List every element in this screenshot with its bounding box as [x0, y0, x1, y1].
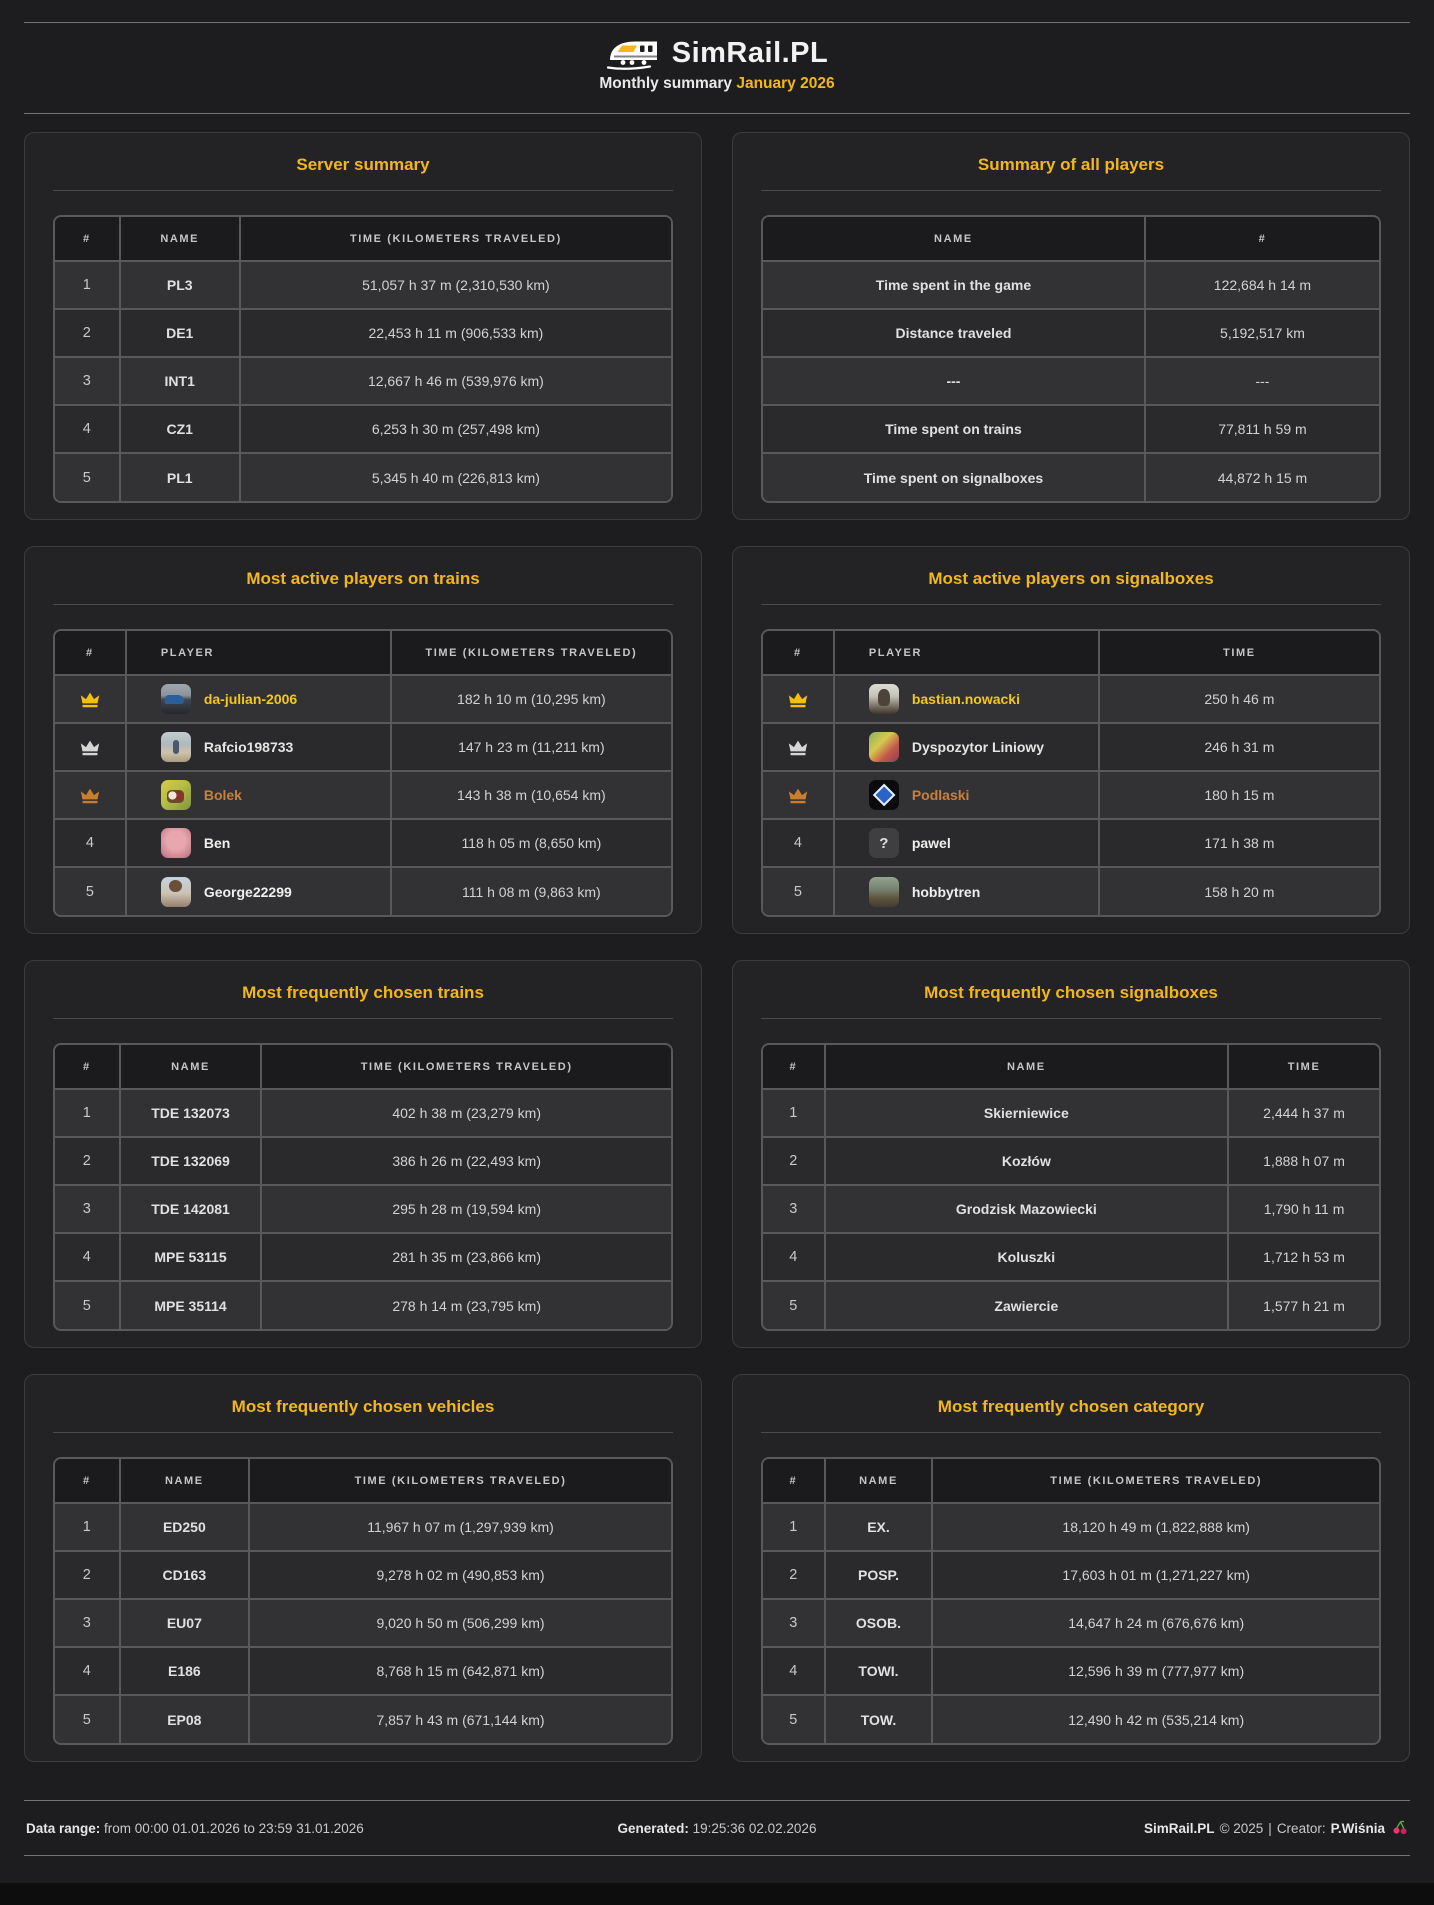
bronze-crown-icon	[79, 786, 101, 805]
column-header-time: TIME	[1228, 1045, 1379, 1089]
train-icon	[606, 35, 660, 71]
table-header-row	[55, 631, 671, 675]
table-row	[763, 1089, 1379, 1137]
column-header-time: TIME (KILOMETERS TRAVELED)	[391, 631, 671, 675]
copyright	[1144, 1820, 1408, 1836]
rank-cell	[55, 723, 126, 771]
time-cell: 6,253 h 30 m (257,498 km)	[240, 405, 671, 453]
data-range-label: Data range:	[26, 1820, 101, 1836]
beach-person-avatar	[161, 732, 191, 762]
table-row	[55, 1551, 671, 1599]
table-row	[763, 771, 1379, 819]
column-header-rank: #	[55, 1045, 120, 1089]
chosen-vehicles-table	[53, 1457, 673, 1745]
column-header-time: TIME (KILOMETERS TRAVELED)	[249, 1459, 671, 1503]
column-header-time: TIME (KILOMETERS TRAVELED)	[240, 217, 671, 261]
panel-active-trains	[24, 546, 702, 934]
time-cell: 1,888 h 07 m	[1228, 1137, 1379, 1185]
panel-title: Server summary	[296, 155, 430, 174]
table-row	[55, 453, 671, 501]
player-cell	[834, 723, 1099, 771]
table-row	[763, 1599, 1379, 1647]
copyright-year: © 2025	[1219, 1820, 1264, 1836]
name-cell: PL3	[120, 261, 240, 309]
time-cell: 281 h 35 m (23,866 km)	[261, 1233, 671, 1281]
time-cell: 147 h 23 m (11,211 km)	[391, 723, 671, 771]
brand-name: SimRail.PL	[1144, 1820, 1215, 1836]
time-cell: 118 h 05 m (8,650 km)	[391, 819, 671, 867]
cherries-icon	[1392, 1820, 1408, 1836]
panel-chosen-signalboxes	[732, 960, 1410, 1348]
column-header-name: NAME	[120, 1459, 249, 1503]
stat-value-cell: 5,192,517 km	[1145, 309, 1379, 357]
player-name: bastian.nowacki	[911, 691, 1020, 707]
name-cell: POSP.	[825, 1551, 933, 1599]
blue-diamond-logo-avatar	[869, 780, 899, 810]
train-photo-avatar	[161, 684, 191, 714]
rank-cell: 2	[55, 1137, 120, 1185]
title-divider	[761, 190, 1381, 191]
stat-name-cell: Distance traveled	[763, 309, 1145, 357]
panel-server-summary	[24, 132, 702, 520]
stat-value-cell: ---	[1145, 357, 1379, 405]
table-row	[763, 357, 1379, 405]
column-header-rank: #	[55, 1459, 120, 1503]
name-cell: Zawiercie	[825, 1281, 1229, 1329]
time-cell: 17,603 h 01 m (1,271,227 km)	[932, 1551, 1379, 1599]
rank-cell: 5	[55, 1281, 120, 1329]
rank-cell	[55, 675, 126, 723]
time-cell: 1,577 h 21 m	[1228, 1281, 1379, 1329]
table-header-row	[55, 1459, 671, 1503]
time-cell: 250 h 46 m	[1099, 675, 1379, 723]
title-divider	[761, 1018, 1381, 1019]
table-row	[55, 819, 671, 867]
player-cell	[126, 867, 391, 915]
rank-cell: 3	[763, 1185, 825, 1233]
time-cell: 7,857 h 43 m (671,144 km)	[249, 1695, 671, 1743]
panel-title: Most frequently chosen category	[937, 1397, 1205, 1416]
name-cell: CD163	[120, 1551, 249, 1599]
title-divider	[761, 604, 1381, 605]
time-cell: 143 h 38 m (10,654 km)	[391, 771, 671, 819]
rank-cell: 3	[55, 1185, 120, 1233]
name-cell: EP08	[120, 1695, 249, 1743]
rank-cell: 1	[763, 1503, 825, 1551]
time-cell: 2,444 h 37 m	[1228, 1089, 1379, 1137]
time-cell: 5,345 h 40 m (226,813 km)	[240, 453, 671, 501]
name-cell: TOWI.	[825, 1647, 933, 1695]
column-header-time: TIME (KILOMETERS TRAVELED)	[932, 1459, 1379, 1503]
bronze-crown-icon	[787, 786, 809, 805]
rank-cell: 4	[55, 1647, 120, 1695]
player-name: Bolek	[203, 787, 242, 803]
column-header-name: NAME	[120, 1045, 262, 1089]
rank-cell	[763, 771, 834, 819]
table-row	[55, 1233, 671, 1281]
generated-label: Generated:	[617, 1820, 689, 1836]
player-cell	[126, 771, 391, 819]
table-row	[55, 675, 671, 723]
time-cell: 14,647 h 24 m (676,676 km)	[932, 1599, 1379, 1647]
column-header-time: TIME (KILOMETERS TRAVELED)	[261, 1045, 671, 1089]
rank-cell: 1	[55, 1503, 120, 1551]
name-cell: TDE 132069	[120, 1137, 262, 1185]
server-summary-table	[53, 215, 673, 503]
column-header-name: NAME	[120, 217, 240, 261]
time-cell: 12,667 h 46 m (539,976 km)	[240, 357, 671, 405]
rank-cell: 2	[763, 1137, 825, 1185]
table-row	[55, 1185, 671, 1233]
time-cell: 9,020 h 50 m (506,299 km)	[249, 1599, 671, 1647]
silver-crown-icon	[79, 738, 101, 757]
name-cell: Skierniewice	[825, 1089, 1229, 1137]
rank-cell: 1	[763, 1089, 825, 1137]
time-cell: 12,596 h 39 m (777,977 km)	[932, 1647, 1379, 1695]
stat-name-cell: Time spent on signalboxes	[763, 453, 1145, 501]
active-signalboxes-table	[761, 629, 1381, 917]
name-cell: CZ1	[120, 405, 240, 453]
panel-title: Most active players on signalboxes	[928, 569, 1214, 588]
rank-cell: 4	[763, 1233, 825, 1281]
table-row	[55, 309, 671, 357]
chosen-category-table	[761, 1457, 1381, 1745]
name-cell: E186	[120, 1647, 249, 1695]
name-cell: Koluszki	[825, 1233, 1229, 1281]
data-range	[26, 1821, 364, 1836]
time-cell: 158 h 20 m	[1099, 867, 1379, 915]
rank-cell: 4	[763, 819, 834, 867]
player-cell	[834, 771, 1099, 819]
time-cell: 11,967 h 07 m (1,297,939 km)	[249, 1503, 671, 1551]
time-cell: 246 h 31 m	[1099, 723, 1379, 771]
title-divider	[53, 1018, 673, 1019]
panel-players-summary	[732, 132, 1410, 520]
stat-name-cell: Time spent on trains	[763, 405, 1145, 453]
player-name: pawel	[911, 835, 951, 851]
time-cell: 180 h 15 m	[1099, 771, 1379, 819]
table-row	[763, 675, 1379, 723]
chosen-signalboxes-table	[761, 1043, 1381, 1331]
name-cell: Kozłów	[825, 1137, 1229, 1185]
rank-cell: 4	[763, 1647, 825, 1695]
panel-title: Most frequently chosen signalboxes	[924, 983, 1218, 1002]
rank-cell: 4	[55, 1233, 120, 1281]
panel-title: Most active players on trains	[246, 569, 480, 588]
time-cell: 171 h 38 m	[1099, 819, 1379, 867]
rank-cell: 1	[55, 261, 120, 309]
time-cell: 18,120 h 49 m (1,822,888 km)	[932, 1503, 1379, 1551]
player-cell	[126, 675, 391, 723]
table-row	[763, 1503, 1379, 1551]
rank-cell: 5	[763, 867, 834, 915]
cartoon-avatar	[161, 780, 191, 810]
rank-cell: 2	[55, 1551, 120, 1599]
table-row	[55, 1281, 671, 1329]
table-row	[55, 405, 671, 453]
column-header-rank: #	[763, 631, 834, 675]
rank-cell	[763, 723, 834, 771]
rank-cell: 2	[55, 309, 120, 357]
table-row	[763, 1281, 1379, 1329]
stat-value-cell: 122,684 h 14 m	[1145, 261, 1379, 309]
player-cell	[834, 867, 1099, 915]
siamese-cat-avatar	[161, 877, 191, 907]
time-cell: 12,490 h 42 m (535,214 km)	[932, 1695, 1379, 1743]
table-row	[763, 261, 1379, 309]
rank-cell: 5	[55, 453, 120, 501]
stat-name-cell: ---	[763, 357, 1145, 405]
panel-chosen-category	[732, 1374, 1410, 1762]
app-title: SimRail.PL	[671, 36, 829, 69]
time-cell: 295 h 28 m (19,594 km)	[261, 1185, 671, 1233]
rank-cell: 1	[55, 1089, 120, 1137]
creator-name: P.Wiśnia	[1330, 1820, 1385, 1836]
player-name: George22299	[203, 883, 292, 900]
player-cell	[834, 675, 1099, 723]
table-row	[55, 1089, 671, 1137]
gold-crown-icon	[79, 690, 101, 709]
generated-value: 19:25:36 02.02.2026	[692, 1820, 817, 1836]
time-cell: 1,712 h 53 m	[1228, 1233, 1379, 1281]
table-row	[55, 1695, 671, 1743]
rank-cell: 3	[763, 1599, 825, 1647]
panel-title: Most frequently chosen trains	[242, 983, 484, 1002]
panel-active-signalboxes	[732, 546, 1410, 934]
rank-cell: 3	[55, 1599, 120, 1647]
bottom-strip	[0, 1883, 1434, 1905]
creator-label: Creator:	[1276, 1820, 1326, 1836]
name-cell: TDE 142081	[120, 1185, 262, 1233]
panel-chosen-trains	[24, 960, 702, 1348]
column-header-rank: #	[55, 217, 120, 261]
time-cell: 1,790 h 11 m	[1228, 1185, 1379, 1233]
time-cell: 182 h 10 m (10,295 km)	[391, 675, 671, 723]
stat-value-cell: 44,872 h 15 m	[1145, 453, 1379, 501]
time-cell: 278 h 14 m (23,795 km)	[261, 1281, 671, 1329]
table-row	[763, 819, 1379, 867]
name-cell: OSOB.	[825, 1599, 933, 1647]
subtitle-period: January 2026	[736, 75, 835, 92]
name-cell: PL1	[120, 453, 240, 501]
column-header-name: NAME	[825, 1459, 933, 1503]
rank-cell: 5	[763, 1281, 825, 1329]
table-header-row	[55, 1045, 671, 1089]
players-summary-table	[761, 215, 1381, 503]
table-header-row	[55, 217, 671, 261]
silver-crown-icon	[787, 738, 809, 757]
stat-value-cell: 77,811 h 59 m	[1145, 405, 1379, 453]
table-row	[763, 723, 1379, 771]
title-divider	[761, 1432, 1381, 1433]
title-divider	[53, 190, 673, 191]
column-header-name: NAME	[763, 217, 1145, 261]
table-row	[763, 1551, 1379, 1599]
name-cell: MPE 53115	[120, 1233, 262, 1281]
player-cell	[126, 723, 391, 771]
rank-cell: 2	[763, 1551, 825, 1599]
table-row	[55, 723, 671, 771]
table-row	[55, 1647, 671, 1695]
rank-cell: 5	[763, 1695, 825, 1743]
rank-cell: 3	[55, 357, 120, 405]
panels-grid	[24, 132, 1410, 1762]
table-row	[763, 453, 1379, 501]
question-mark-avatar	[869, 828, 899, 858]
table-row	[55, 357, 671, 405]
time-cell: 386 h 26 m (22,493 km)	[261, 1137, 671, 1185]
panel-title: Most frequently chosen vehicles	[231, 1397, 495, 1416]
title-divider	[53, 1432, 673, 1433]
column-header-rank: #	[55, 631, 126, 675]
table-row	[55, 867, 671, 915]
rank-cell: 4	[55, 405, 120, 453]
rank-cell	[763, 675, 834, 723]
table-row	[763, 867, 1379, 915]
footer	[24, 1800, 1410, 1856]
separator: |	[1268, 1820, 1272, 1836]
time-cell: 22,453 h 11 m (906,533 km)	[240, 309, 671, 357]
name-cell: MPE 35114	[120, 1281, 262, 1329]
title-divider	[53, 604, 673, 605]
table-row	[55, 1137, 671, 1185]
table-row	[55, 1599, 671, 1647]
player-name: Rafcio198733	[203, 739, 294, 755]
column-header-player: PLAYER	[834, 631, 1099, 675]
rank-cell: 4	[55, 819, 126, 867]
player-cell	[834, 819, 1099, 867]
name-cell: ED250	[120, 1503, 249, 1551]
time-cell: 111 h 08 m (9,863 km)	[391, 867, 671, 915]
landscape-avatar	[869, 877, 899, 907]
panel-chosen-vehicles	[24, 1374, 702, 1762]
table-row	[763, 1137, 1379, 1185]
player-name: da-julian-2006	[203, 691, 298, 707]
table-row	[763, 1233, 1379, 1281]
column-header-value: #	[1145, 217, 1379, 261]
player-name: Dyspozytor Liniowy	[911, 739, 1045, 755]
column-header-rank: #	[763, 1459, 825, 1503]
name-cell: DE1	[120, 309, 240, 357]
generated-at	[618, 1821, 817, 1836]
table-header-row	[763, 1459, 1379, 1503]
gold-crown-icon	[787, 690, 809, 709]
colorful-art-avatar	[869, 732, 899, 762]
chosen-trains-table	[53, 1043, 673, 1331]
table-row	[55, 261, 671, 309]
name-cell: EU07	[120, 1599, 249, 1647]
table-row	[763, 1647, 1379, 1695]
active-trains-table	[53, 629, 673, 917]
table-row	[763, 1695, 1379, 1743]
table-row	[55, 771, 671, 819]
table-row	[763, 405, 1379, 453]
table-header-row	[763, 217, 1379, 261]
logo-row	[0, 35, 1434, 71]
player-cell	[126, 819, 391, 867]
page-header	[0, 23, 1434, 113]
pink-cat-avatar	[161, 828, 191, 858]
player-name: Podlaski	[911, 787, 970, 803]
header-divider	[24, 113, 1410, 114]
column-header-rank: #	[763, 1045, 825, 1089]
table-row	[763, 1185, 1379, 1233]
column-header-player: PLAYER	[126, 631, 391, 675]
page-subtitle	[0, 75, 1434, 93]
rank-cell	[55, 771, 126, 819]
table-row	[55, 1503, 671, 1551]
rank-cell: 5	[55, 867, 126, 915]
data-range-value: from 00:00 01.01.2026 to 23:59 31.01.2026	[104, 1820, 364, 1836]
player-name: hobbytren	[911, 883, 981, 900]
name-cell: Grodzisk Mazowiecki	[825, 1185, 1229, 1233]
table-header-row	[763, 1045, 1379, 1089]
player-name: Ben	[203, 835, 231, 851]
time-cell: 8,768 h 15 m (642,871 km)	[249, 1647, 671, 1695]
time-cell: 51,057 h 37 m (2,310,530 km)	[240, 261, 671, 309]
question-mark-icon: ?	[879, 834, 889, 852]
table-row	[763, 309, 1379, 357]
name-cell: TOW.	[825, 1695, 933, 1743]
name-cell: INT1	[120, 357, 240, 405]
column-header-time: TIME	[1099, 631, 1379, 675]
time-cell: 9,278 h 02 m (490,853 km)	[249, 1551, 671, 1599]
name-cell: EX.	[825, 1503, 933, 1551]
time-cell: 402 h 38 m (23,279 km)	[261, 1089, 671, 1137]
panel-title: Summary of all players	[977, 155, 1165, 174]
rank-cell: 5	[55, 1695, 120, 1743]
subtitle-text: Monthly summary	[599, 75, 733, 92]
stat-name-cell: Time spent in the game	[763, 261, 1145, 309]
portrait-avatar	[869, 684, 899, 714]
column-header-name: NAME	[825, 1045, 1229, 1089]
name-cell: TDE 132073	[120, 1089, 262, 1137]
table-header-row	[763, 631, 1379, 675]
